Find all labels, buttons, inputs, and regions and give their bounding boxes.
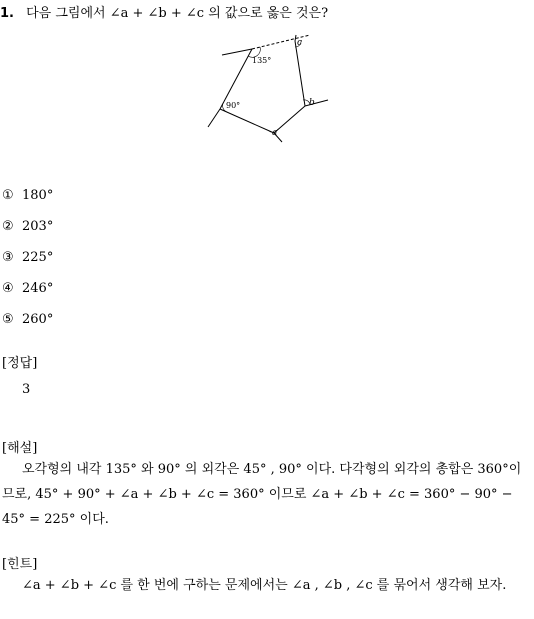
question-text: 다음 그림에서 ∠a + ∠b + ∠c 의 값으로 옳은 것은? [26, 6, 329, 21]
choice-value: 246° [22, 281, 54, 296]
label-c: c [297, 38, 303, 48]
choice-value: 225° [22, 250, 54, 265]
hint-body [2, 573, 530, 598]
answer-value: 3 [22, 382, 31, 397]
label-135: 135° [252, 56, 272, 65]
choice-mark: ③ [2, 250, 14, 265]
ext-top-right [295, 35, 296, 41]
choice-mark: ① [2, 188, 14, 203]
explanation-text: 오각형의 내각 135° 와 90° 의 외각은 45° , 90° 이다. 다각형의 외각의 총합은 360°이므로, 45° + 90° + ∠a + ∠b + ∠c = 360° 이므로 ∠a + ∠b + ∠c = 360° − 90° − 45° = 225° 이다. [2, 462, 522, 527]
ext-left [208, 109, 220, 127]
question [0, 2, 534, 21]
choices-list [2, 188, 53, 343]
choice-5[interactable] [2, 312, 53, 343]
explanation-heading: [해설] [2, 441, 38, 456]
choice-value: 260° [22, 312, 54, 327]
choice-4[interactable] [2, 281, 53, 312]
answer-heading: [정답] [2, 356, 38, 371]
choice-2[interactable] [2, 219, 53, 250]
pentagon-figure [200, 32, 340, 156]
choice-mark: ⑤ [2, 312, 14, 327]
choice-1[interactable] [2, 188, 53, 219]
choice-value: 203° [22, 219, 54, 234]
label-b: b [309, 98, 315, 108]
choice-mark: ④ [2, 281, 14, 296]
pentagon-diagram [200, 32, 340, 152]
edge-right [295, 41, 305, 106]
edge-left-upper [220, 49, 252, 109]
explanation-body [2, 457, 530, 532]
question-number: 1. [0, 6, 14, 21]
hint-text: ∠a + ∠b + ∠c 를 한 번에 구하는 문제에서는 ∠a , ∠b , ∠c 를 묶어서 생각해 보자. [22, 578, 507, 593]
choice-value: 180° [22, 188, 54, 203]
choice-mark: ② [2, 219, 14, 234]
label-a: a [272, 128, 278, 138]
edge-left-lower [220, 109, 274, 133]
edge-bottom-right [274, 106, 305, 133]
ext-top-left [222, 49, 252, 55]
label-90: 90° [226, 101, 241, 110]
hint-heading: [힌트] [2, 557, 38, 572]
choice-3[interactable] [2, 250, 53, 281]
